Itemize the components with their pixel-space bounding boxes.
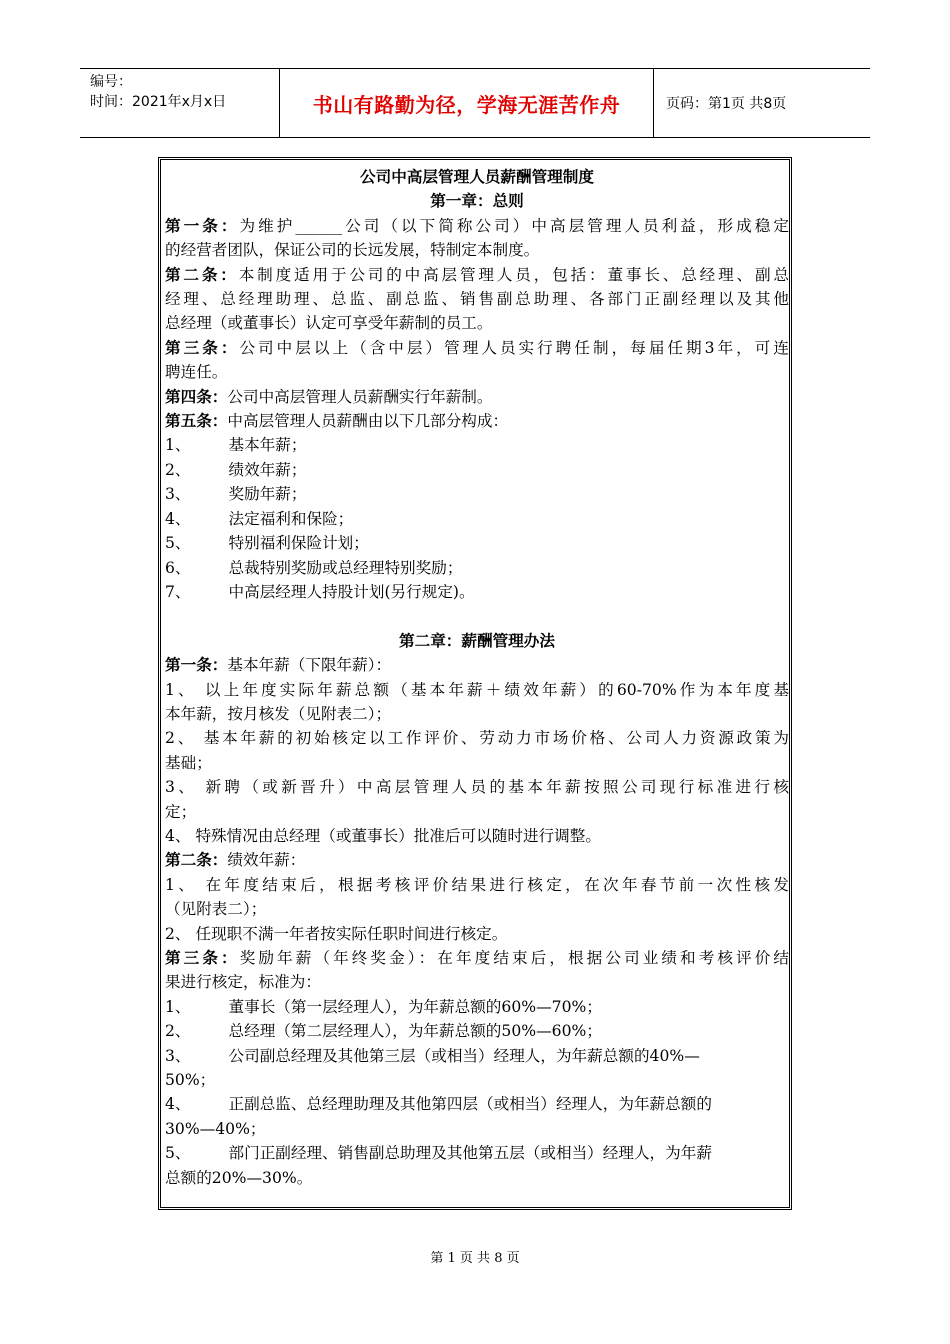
chapter-2-heading: 第二章：薪酬管理办法: [399, 630, 555, 650]
article-4-line-1: 第四条：公司中高层管理人员薪酬实行年薪制。: [165, 386, 493, 406]
c2-article-3-line-2: 果进行核定，标准为：: [165, 973, 321, 992]
c2-article-2-line-1: 第二条：绩效年薪：: [165, 850, 306, 870]
c2-article-1-item-2: 2、 基本年薪的初始核定以工作评价、劳动力市场价格、公司人力资源政策为: [165, 729, 789, 748]
document-body: [165, 165, 789, 1190]
list-item: 1、 董事长（第一层经理人），为年薪总额的60%—70%；: [165, 997, 602, 1016]
article-2-line-1: 第二条：本制度适用于公司的中高层管理人员，包括：董事长、总经理、副总: [165, 264, 789, 284]
c2-article-2-item-2: 2、 任现职不满一年者按实际任职时间进行核定。: [165, 924, 508, 943]
list-item: 3、 奖励年薪；: [165, 485, 307, 504]
article-3-line-1: 第三条：公司中层以上（含中层）管理人员实行聘任制，每届任期3年，可连: [165, 337, 789, 357]
c2-article-3-heading: 第三条：: [165, 947, 240, 967]
list-item-cont: 总额的20%—30%。: [165, 1168, 313, 1187]
page-footer: 第 1 页 共 8 页: [430, 1251, 520, 1266]
header-page-info: 页码：第1页 共8页: [666, 96, 787, 112]
list-item: 5、 特别福利保险计划；: [165, 534, 369, 553]
document-number-label: 编号：: [90, 74, 132, 90]
c2-article-2-heading: 第二条：: [165, 850, 228, 870]
article-3-line-2: 聘连任。: [165, 363, 228, 382]
page-header: [80, 68, 870, 138]
article-3-heading: 第三条：: [165, 337, 240, 357]
list-item: 1、 基本年薪；: [165, 436, 307, 455]
c2-article-1-item-2-cont: 基础；: [165, 753, 212, 772]
list-item: 4、 法定福利和保险；: [165, 509, 354, 528]
article-2-heading: 第二条：: [165, 264, 239, 284]
c2-article-1-item-4: 4、 特殊情况由总经理（或董事长）批准后可以随时进行调整。: [165, 826, 601, 845]
document-time-label: 时间：2021年x月x日: [90, 94, 227, 110]
c2-article-2-item-1-cont: （见附表二）；: [165, 900, 267, 919]
list-item: 5、 部门正副经理、销售副总助理及其他第五层（或相当）经理人，为年薪: [165, 1144, 712, 1163]
document-title: 公司中高层管理人员薪酬管理制度: [360, 167, 594, 186]
spacer: [165, 604, 789, 628]
list-item-cont: 30%—40%；: [165, 1119, 266, 1138]
chapter-1-heading: 第一章：总则: [430, 191, 524, 211]
list-item: 6、 总裁特别奖励或总经理特别奖励；: [165, 558, 463, 577]
article-5-heading: 第五条：: [165, 411, 228, 431]
article-1-heading: 第一条：: [165, 215, 240, 235]
list-item-cont: 50%；: [165, 1071, 216, 1090]
header-meta: [80, 69, 280, 137]
c2-article-1-item-3: 3、 新聘（或新晋升）中高层管理人员的基本年薪按照公司现行标准进行核: [165, 778, 789, 797]
article-5-line-1: 第五条：中高层管理人员薪酬由以下几部分构成：: [165, 411, 509, 431]
header-motto: 书山有路勤为径，学海无涯苦作舟: [312, 92, 621, 117]
list-item: 2、 绩效年薪；: [165, 460, 307, 479]
article-2-line-3: 总经理（或董事长）认定可享受年薪制的员工。: [165, 314, 493, 333]
article-4-heading: 第四条：: [165, 386, 228, 406]
header-motto-cell: [280, 69, 654, 137]
c2-article-2-item-1: 1、 在年度结束后，根据考核评价结果进行核定，在次年春节前一次性核发: [165, 875, 789, 894]
c2-article-1-item-3-cont: 定；: [165, 802, 197, 821]
c2-article-1-item-1-cont: 本年薪，按月核发（见附表二）；: [165, 704, 392, 723]
list-item: 7、 中高层经理人持股计划(另行规定)。: [165, 582, 475, 601]
article-1-line-1: 第一条：为维护______公司（以下简称公司）中高层管理人员利益，形成稳定: [165, 215, 789, 235]
content-frame: [158, 157, 792, 1210]
article-2-line-2: 经理、总经理助理、总监、副总监、销售副总助理、各部门正副经理以及其他: [165, 290, 789, 309]
list-item: 3、 公司副总经理及其他第三层（或相当）经理人，为年薪总额的40%—: [165, 1046, 700, 1065]
list-item: 4、 正副总监、总经理助理及其他第四层（或相当）经理人，为年薪总额的: [165, 1095, 712, 1114]
list-item: 2、 总经理（第二层经理人），为年薪总额的50%—60%；: [165, 1022, 602, 1041]
c2-article-1-heading: 第一条：: [165, 655, 228, 675]
c2-article-1-line-1: 第一条：基本年薪（下限年薪）：: [165, 655, 392, 675]
article-1-line-2: 的经营者团队，保证公司的长远发展，特制定本制度。: [165, 241, 540, 260]
c2-article-1-item-1: 1、 以上年度实际年薪总额（基本年薪＋绩效年薪）的60-70%作为本年度基: [165, 680, 789, 699]
c2-article-3-line-1: 第三条：奖励年薪（年终奖金）：在年度结束后，根据公司业绩和考核评价结: [165, 947, 789, 967]
